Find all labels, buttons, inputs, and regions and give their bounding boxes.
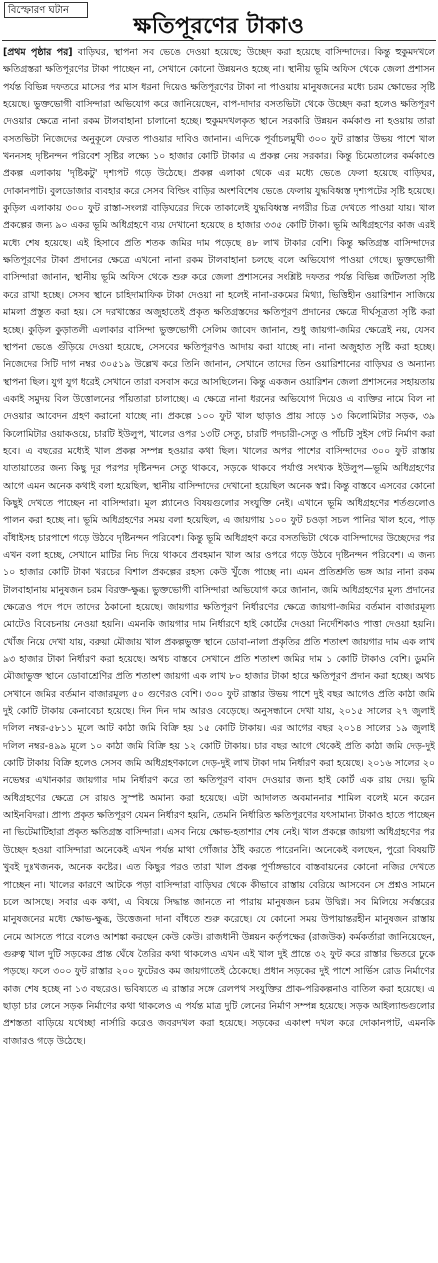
article-body — [3, 44, 435, 1259]
continuation-label: [প্রথম পৃষ্ঠার পর] — [3, 47, 73, 58]
section-tag: বিস্ফোরণ ঘটান — [4, 2, 88, 18]
article-paragraph — [3, 44, 435, 1050]
article-headline: ক্ষতিপূরণের টাকাও — [133, 13, 305, 39]
article-text: বাড়িঘর, স্থাপনা সব ভেঙে দেওয়া হয়েছে; উচ্ছেদ করা হয়েছে বাসিন্দাদের। কিন্তু হুকুমদখলে ক্ষতিগ্রস্তরা ক্ষতিপূরণের টাকা পাচ্ছেন না, সেখানে কোনো উন্নয়নও হচ্ছে না। স্থানীয় ভূমি অফিস থেকে জেলা প্রশাসন পর্যন্ত বিভিন্ন দফতরে মাসের পর মাস ধরনা দিয়েও ক্ষতিপূরণের টাকা না পাওয়ায় মানুষজনের মধ্যে চরম ক্ষোভের সৃষ্টি হয়েছে। ভুক্তভোগী বাসিন্দারা অভিযোগ করে জানিয়েছেন, বাপ-দাদার বসতভিটা থেকে উচ্ছেদ করা হলেও ক্ষতিপূরণ দেওয়ার ক্ষেত্রে নানা রকম টালবাহানা চালানো হচ্ছে। হুকুমদখলকৃত স্থানে সরকারি উন্নয়ন কর্মকাণ্ড না হওয়ায় তারা বসতভিটা নিজেদের অনুকূলে ফেরত পাওয়ার দাবিও জানান। এদিকে পূর্বাচলমুখী ৩০০ ফুট রাস্তার উভয় পাশে খাল খননসহ দৃষ্টিনন্দন পরিবেশ সৃষ্টির লক্ষ্যে ১০ হাজার কোটি টাকার এ প্রকল্প নেয় সরকার। কিন্তু চিমেতালের কর্মকাণ্ডে প্রকল্প এলাকায় 'দৃষ্টিকটু' দৃশ্যপট গড়ে উঠেছে। প্রকল্প এলাকা থেকে এর মধ্যে ভেঙে ফেলা হয়েছে বাড়িঘর, দোকানপাট। বুলডোজার ব্যবহার করে সেসব বিল্ডিং বাড়ির অংশবিশেষ ভেঙে ফেলায় যুদ্ধবিধ্বস্ত দৃশ্যপটের সৃষ্টি হয়েছে। কুড়িল এলাকায় ৩০০ ফুট রাস্তা-সংলগ্ন বাড়িঘরের দিকে তাকালেই যুদ্ধবিধ্বস্ত নগরীর চিত্র দেখতে পাওয়া যায়। খাল প্রকল্পের জন্য ৯০ একর ভূমি অধিগ্রহণে ব্যয় দেখানো হয়েছে ৪ হাজার ৩৩৫ কোটি টাকা। ভূমি অধিগ্রহণের কাজ এরই মধ্যে শেষ হয়েছে। এই হিসাবে প্রতি শতক জমির দাম পড়েছে ৪৮ লাখ টাকার বেশি। কিন্তু ক্ষতিগ্রস্ত বাসিন্দাদের ক্ষতিপূরণের টাকা প্রদানের ক্ষেত্রে এখনো নানা রকম টালবাহানা চলছে বলে অভিযোগ পাওয়া গেছে। ভুক্তভোগী বাসিন্দারা জানান, স্থানীয় ভূমি অফিস থেকে শুরু করে জেলা প্রশাসনের সংশ্লিষ্ট দফতর পর্যন্ত বিভিন্ন জটিলতা সৃষ্টি করে রাখা হচ্ছে। সেসব স্থানে চাহিদামাফিক টাকা দেওয়া না হলেই নানা-রকমের মিথ্যা, ভিত্তিহীন ওয়ারিশান সাজিয়ে মামলা প্রস্তুত করা হয়। সে দরখাস্তের অজুহাতেই প্রকৃত ক্ষতিগ্রস্তদের ক্ষতিপূরণ প্রদানের ক্ষেত্রে দীর্ঘসূত্রতা সৃষ্টি করা হচ্ছে। কুড়িল কুড়াতলী এলাকার বাসিন্দা ভুক্তভোগী সেলিম জাবেদ জানান, শুধু জায়গা-জমির ক্ষেত্রেই নয়, যেসব স্থাপনা ভেঙে গুঁড়িয়ে দেওয়া হয়েছে, সেসবের ক্ষতিপূরণও আদায় করা যাচ্ছে না। নানা অজুহাত সৃষ্টি করা হচ্ছে। নিজেদের সিটি দাগ নম্বর ৩০৫১৯ উল্লেখ করে তিনি জানান, সেখানে তাদের তিন ওয়ারিশানের বাড়িঘর ও অন্যান্য স্থাপনা ছিল। যুগ যুগ ধরেই সেখানে তারা বসবাস করে আসছিলেন। কিন্তু একজন ওয়ারিশন জেলা প্রশাসনের সহায়তায় একাই সমুদয় বিল উত্তোলনের পাঁয়তারা চালাচ্ছে। এ ক্ষেত্রে নানা ধরনের অভিযোগ দিয়েও এ ব্যক্তির নামে বিল না দেওয়ার আবেদন গ্রহণ করানো যাচ্ছে না। প্রকল্পে ১০০ ফুট খাল ছাড়াও প্রায় সাড়ে ১৩ কিলোমিটার সড়ক, ৩৯ কিলোমিটার ওয়াকওয়ে, চারটি ইউলুপ, খালের ওপর ১৩টি সেতু, চারটি পদচারী-সেতু ও পাঁচটি সুইস গেট নির্মাণ করা হবে। এ বছরের মধ্যেই খাল প্রকল্প সম্পন্ন হওয়ার কথা ছিল। খালের অপর পাশের বাসিন্দাদের ৩০০ ফুট রাস্তায় যাতায়াতের জন্য কিছু দূর পরপর দৃষ্টিনন্দন সেতু থাকবে, সড়কে থাকবে পর্যাপ্ত সংখ্যক ইউলুপ—ভূমি অধিগ্রহণের আগে এমন অনেক কথাই বলা হয়েছিল, স্থানীয় বাসিন্দাদের দেখানো হয়েছিল অনেক স্বপ্ন। কিন্তু বাস্তবে এসবের কোনো কিছুই দেখতে পাচ্ছেন না বাসিন্দারা। মূল প্ল্যানেও বিষয়গুলোর সংযুক্তি নেই। এখানে ভূমি অধিগ্রহণের শর্তগুলোও পালন করা হচ্ছে না। ভূমি অধিগ্রহণের সময় বলা হয়েছিল, এ জায়গায় ১০০ ফুট চওড়া সচল পানির খাল হবে, পাড় বাঁধাইসহ চারপাশে গড়ে উঠবে দৃষ্টিনন্দন পরিবেশ। কিন্তু ভূমি অধিগ্রহণ করে বসতভিটা থেকে বাসিন্দাদের উচ্ছেদের পর এখন বলা হচ্ছে, সেখানে মাটির নিচ দিয়ে থাকবে প্রবহমান খাল আর ওপরে গড়ে উঠবে দৃষ্টিনন্দন পরিবেশ। এ জন্য ১০ হাজার কোটি টাকা খরচের বিশাল প্রকল্পের রহস্য কেউ খুঁজে পাচ্ছে না। এমন প্রতিশ্রুতি ভঙ্গ আর নানা রকম টালবাহানায় মানুষজন চরম বিরক্ত-ক্ষুব্ধ। ভুক্তভোগী বাসিন্দারা অভিযোগ করে জানান, জমি অধিগ্রহণের মূল্য প্রদানের ক্ষেত্রেও পদে পদে তাদের ঠকানো হয়েছে। জায়গার ক্ষতিপূরণ নির্ধারণের ক্ষেত্রে জায়গা-জমির বর্তমান বাজারমূল্য মোটেও বিবেচনায় নেওয়া হয়নি। এমনকি জায়গার দাম নির্ধারণে হাই কোর্টের দেওয়া নির্দেশিকাও পাত্তা দেওয়া হয়নি। খোঁজ নিয়ে দেখা যায়, বরুয়া মৌজায় খাল প্রকল্পভুক্ত স্থানে ডোবা-নালা প্রকৃতির প্রতি শতাংশ জায়গার দাম এক লাখ ৯৩ হাজার টাকা নির্ধারণ করা হয়েছে। অথচ বাস্তবে সেখানে প্রতি শতাংশ জমির দাম ১ কোটি টাকাও বেশি। ডুমনি মৌজাভুক্ত স্থানে ডোবাশ্রেণির প্রতি শতাংশ জায়গা এক লাখ ৮০ হাজার টাকা হারে ক্ষতিপূরণ প্রদান করা হচ্ছে। অথচ সেখানে জমির বর্তমান বাজারমূল্য ৫০ গুণেরও বেশি। ৩০০ ফুট রাস্তার উভয় পাশে দুই বছর আগেও প্রতি কাঠা জমি দুই কোটি টাকায় কেনাবেচা হয়েছে। দিন দিন দাম আরও বেড়েছে। অনুসন্ধানে দেখা যায়, ২০১৫ সালের ২৭ জুলাই দলিল নম্বর-৫৮১১ মূলে আট কাঠা জমি বিক্রি হয় ১৫ কোটি টাকায়। এর আগের বছর ২০১৪ সালের ১৯ জুলাই দলিল নম্বর-৪৯৯ মূলে ১০ কাঠা জমি বিক্রি হয় ১২ কোটি টাকায়। চার বছর আগে থেকেই প্রতি কাঠা জমি দেড়-দুই কোটি টাকায় বিক্রি হলেও সেসব জমি অধিগ্রহণকালে দেড়-দুই লাখ টাকা দাম নির্ধারণ করা হয়েছে। ২০১৬ সালের ২০ নভেম্বর এখানকার জায়গার দাম নির্ধারণ করে তা ক্ষতিপূরণ বাবদ দেওয়ার জন্য হাই কোর্ট এক রায় দেয়। ভূমি অধিগ্রহণের ক্ষেত্রে সে রায়ও সুস্পষ্ট অমান্য করা হয়েছে। এটা আদালত অবমাননার শামিল বলেই মনে করেন আইনবিদরা। প্রাপ্য প্রকৃত ক্ষতিপূরণ যেমন নির্ধারণ হয়নি, তেমনি নির্ধারিত ক্ষতিপূরণের যৎসামান্য টাকাও হাতে পাচ্ছেন না ভিটেমাটিহারা প্রকৃত ক্ষতিগ্রস্ত বাসিন্দারা। এসব নিয়ে ক্ষোভ-হতাশার শেষ নেই। খাল প্রকল্পে জায়গা অধিগ্রহণের পর উচ্ছেদ হওয়া বাসিন্দারা অনেকেই এখন পর্যন্ত মাথা গোঁজার ঠাঁই করতে পারেননি। অনেকেই বলছেন, পুরো বিষয়টি খুবই দুঃখজনক, অনেক কষ্টের। এত কিছুর পরও তারা খাল প্রকল্প পূর্ণাঙ্গভাবে বাস্তবায়নের কোনো নজির দেখতে পাচ্ছেন না। খালের কারণে আটকে পড়া বাসিন্দারা বাড়িঘর থেকে কীভাবে রাস্তায় বেরিয়ে আসবেন সে প্রশ্নও সামনে চলে আসছে। সবার এক কথা, এ বিষয়ে সিদ্ধান্ত জানতে না পারায় মানুষজন চরম উদ্বিগ্ন। সব মিলিয়ে সর্বস্তরের মানুষজনের মধ্যে ক্ষোভ-ক্ষুব্ধ, উত্তেজনা দানা বাঁধতে শুরু করেছে। যে কোনো সময় উপায়ান্তরহীন মানুষজন রাস্তায় নেমে আসতে পারে বলেও আশঙ্কা করছেন কেউ কেউ। রাজধানী উন্নয়ন কর্তৃপক্ষের (রাজউক) কর্মকর্তারা জানিয়েছেন, গুরুত্ব খাল দুটি সড়কের প্রান্ত ঘেঁষে তৈরির কথা থাকলেও এখন এই খাল দুই প্রান্তে ৩২ ফুট করে রাস্তার ভিতরে ঢুকে পড়ছে। ফলে ৩০০ ফুট রাস্তার ২০০ ফুটেরও কম জায়গাতেই ঠেকেছে। প্রধান সড়কের দুই পাশে সার্ভিস রোড নির্মাণের কাজ শেষ হচ্ছে না ১৩ বছরেও। ভবিষ্যতে এ রাস্তার সঙ্গে রেলপথ সংযুক্তির প্রাক-পরিকল্পনাও বাতিল করা হয়েছে। এ ছাড়া চার লেনে সড়ক নির্মাণের কথা থাকলেও এ পর্যন্ত মাত্র দুটি লেনের নির্মাণ সম্পন্ন হয়েছে। সড়ক আইল্যান্ডগুলোর প্রশস্ততা বাড়িয়ে যথেচ্ছা নার্সারি করেও জবরদখল করা হয়েছে। সড়কের একাংশ দখল করে দোকানপাট, এমনকি বাজারও গড়ে উঠেছে। — [3, 47, 435, 1047]
headline-rule — [2, 40, 436, 41]
